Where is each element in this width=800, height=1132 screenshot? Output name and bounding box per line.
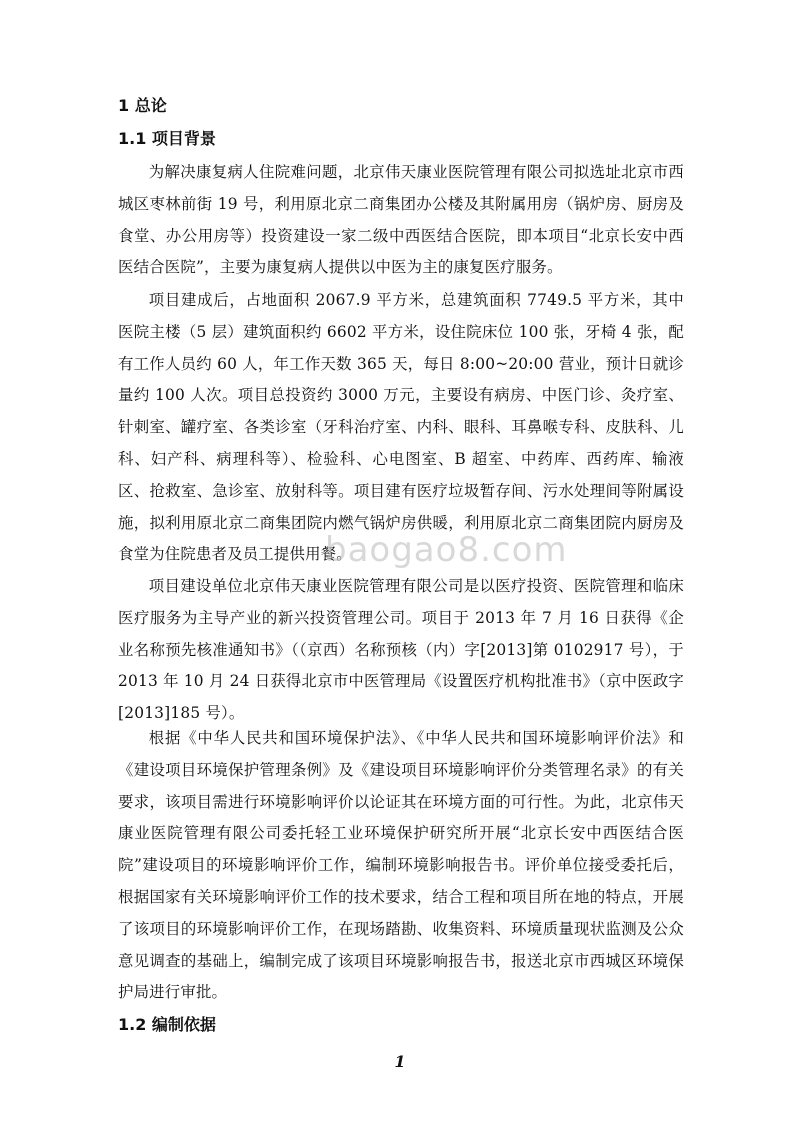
paragraph-3: 项目建设单位北京伟天康业医院管理有限公司是以医疗投资、医院管理和临床医疗服务为主导产业的新兴投资管理公司。项目于 2013 年 7 月 16 日获得《企业名称预先核准通知书》（（京西）名称预核（内）字[2013]第 0102917 号），于 2013 年 10 月 24 日获得北京市中医管理局《设置医疗机构批准书》（京中医政字[2013]185 号）。 bbox=[118, 577, 684, 723]
watermark: baogao8.com bbox=[325, 530, 568, 570]
paragraph-1: 为解决康复病人住院难问题，北京伟天康业医院管理有限公司拟选址北京市西城区枣林前街 19 号，利用原北京二商集团办公楼及其附属用房（锅炉房、厨房及食堂、办公用房等）投资建设一家二级中西医结合医院，即本项目“北京长安中西医结合医院”，主要为康复病人提供以中医为主的康复医疗服务。 bbox=[118, 163, 684, 277]
chapter-heading: 1 总论 bbox=[118, 96, 167, 115]
paragraph-4: 根据《中华人民共和国环境保护法》、《中华人民共和国环境影响评价法》和《建设项目环境保护管理条例》及《建设项目环境影响评价分类管理名录》的有关要求，该项目需进行环境影响评价以论证其在环境方面的可行性。为此，北京伟天康业医院管理有限公司委托轻工业环境保护研究所开展“北京长安中西医结合医院”建设项目的环境影响评价工作，编制环境影响报告书。评价单位接受委托后，根据国家有关环境影响评价工作的技术要求，结合工程和项目所在地的特点，开展了该项目的环境影响评价工作，在现场踏勘、收集资料、环境质量现状监测及公众意见调查的基础上，编制完成了该项目环境影响报告书，报送北京市西城区环境保护局进行审批。 bbox=[118, 729, 684, 1002]
section-heading-basis: 1.2 编制依据 bbox=[118, 1015, 216, 1034]
section-heading-background: 1.1 项目背景 bbox=[118, 129, 216, 148]
paragraph-2: 项目建成后，占地面积 2067.9 平方米，总建筑面积 7749.5 平方米，其中医院主楼（5 层）建筑面积约 6602 平方米，设住院床位 100 张，牙椅 4 张，配有工作人员约 60 人，年工作天数 365 天，每日 8:00~20:00 营业，预计日就诊量约 100 人次。项目总投资约 3000 万元，主要设有病房、中医门诊、灸疗室、针刺室、罐疗室、各类诊室（牙科治疗室、内科、眼科、耳鼻喉专科、皮肤科、儿科、妇产科、病理科等）、检验科、心电图室、B 超室、中药库、西药库、输液区、抢救室、急诊室、放射科等。项目建有医疗垃圾暂存间、污水处理间等附属设施，拟利用原北京二商集团院内燃气锅炉房供暖，利用原北京二商集团院内厨房及食堂为住院患者及员工提供用餐。 bbox=[118, 291, 684, 564]
page-number: 1 bbox=[394, 1052, 406, 1071]
